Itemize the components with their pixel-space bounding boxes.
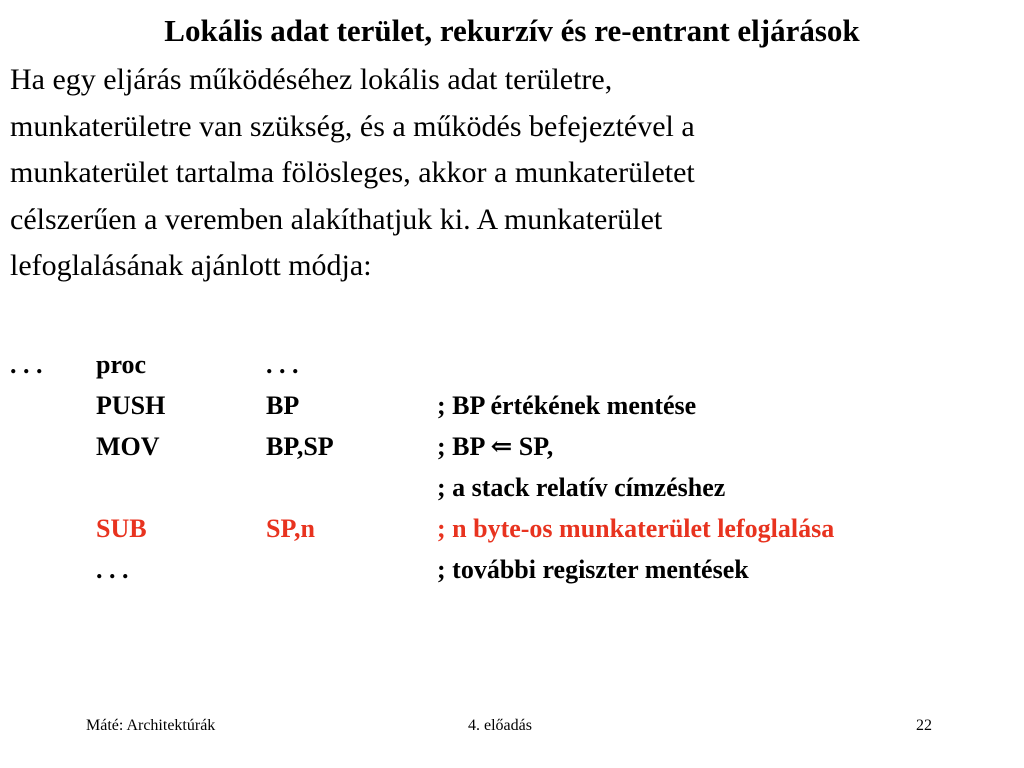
slide-title: Lokális adat terület, rekurzív és re-entrant eljárások: [164, 13, 860, 48]
footer-lecture: 4. előadás: [468, 717, 532, 734]
paragraph-line: munkaterületre van szükség, és a működés befejeztével a: [10, 109, 695, 143]
footer-author: Máté: Architektúrák: [86, 717, 216, 734]
code-line-comment-continuation: [0, 467, 1024, 508]
code-line-proc: [0, 344, 1024, 385]
code-op: PUSH: [96, 391, 166, 420]
paragraph-line: Ha egy eljárás működéséhez lokális adat területre,: [10, 63, 613, 96]
paragraph-line: célszerűen a veremben alakíthatjuk ki. A munkaterület: [10, 202, 663, 236]
code-line-push: [0, 385, 1024, 426]
code-op: MOV: [96, 432, 160, 461]
code-comment: ; BP ⇐ SP,: [437, 432, 554, 461]
code-op: SUB: [96, 514, 147, 543]
code-args: BP: [266, 391, 300, 420]
code-line-sub-highlighted: [0, 508, 1024, 549]
code-comment: ; a stack relatív címzéshez: [437, 473, 726, 502]
code-args: SP,n: [266, 514, 315, 543]
code-args: . . .: [266, 350, 299, 379]
code-comment: ; BP értékének mentése: [437, 391, 697, 420]
code-comment: ; n byte-os munkaterület lefoglalása: [437, 514, 835, 543]
code-comment: ; további regiszter mentések: [437, 555, 749, 584]
code-block: [0, 344, 1024, 590]
code-args: BP,SP: [266, 432, 334, 461]
code-op: proc: [96, 350, 147, 379]
code-op: . . .: [96, 555, 129, 584]
code-line-ellipsis: [0, 549, 1024, 590]
code-label: . . .: [10, 350, 43, 379]
body-paragraph: [10, 57, 1014, 290]
paragraph-line: munkaterület tartalma fölösleges, akkor a munkaterületet: [10, 156, 695, 189]
footer-page-number: 22: [916, 717, 932, 734]
paragraph-line: lefoglalásának ajánlott módja:: [10, 249, 372, 282]
code-line-mov: [0, 426, 1024, 467]
